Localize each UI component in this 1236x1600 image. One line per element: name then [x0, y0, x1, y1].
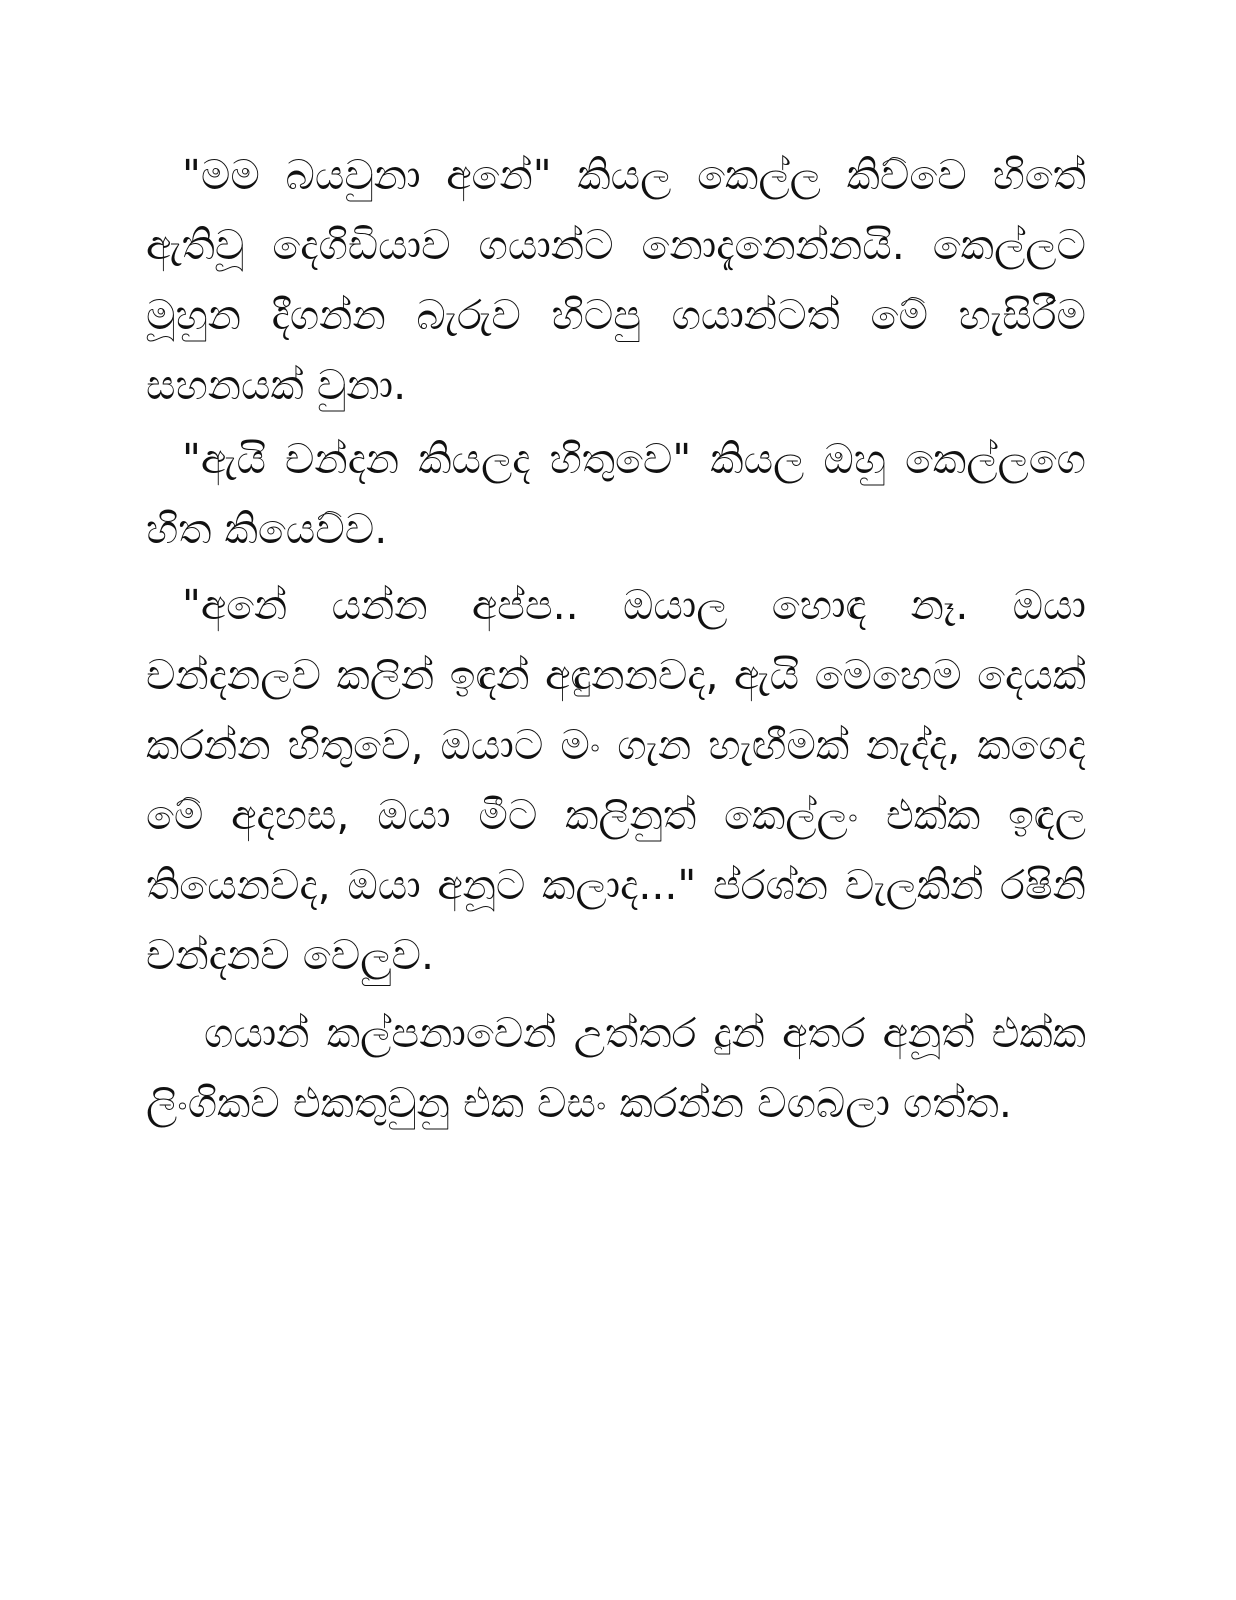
paragraph: "මම බයවුනා අනේ" කියල කෙල්ල කිව්වෙ හිතේ ඇතිවූ දෙගිඩියාව ගයාන්ට නොදැනෙන්නයි. කෙල්ලට මූහුන දීගන්න බැරුව හිටපු ගයාන්ටත් මේ හැසිරීම සහනයක් වුනා.	[146, 151, 1086, 409]
paragraph: "අනේ යන්න අප්ප.. ඔයාල හොඳ නෑ. ඔයා චන්දනලව කලින් ඉඳන් අඳුනනවද, ඇයි මෙහෙම දෙයක් කරන්න හිතුවෙ, ඔයාට මං ගැන හැඟීමක් නැද්ද, කගෙද මේ අදහස, ඔයා මීට කලිනුත් කෙල්ලං එක්ක ඉඳල තියෙනවද, ඔයා අනූට කලාද..." ප්රශ්න වැලකින් රෂිනි චන්දනව වෙලුව.	[146, 581, 1086, 979]
paragraph: "ඇයි චන්දන කියලද හිතුවෙ" කියල ඔහු කෙල්ලගෙ හිත කියෙව්ව.	[146, 435, 1086, 553]
paragraph: ගයාන් කල්පනාවෙන් උත්තර දුන් අතර අනූත් එක්ක ලිංගිකව එකතුවුනු එක වසං කරන්න වගබලා ගත්ත.	[146, 1009, 1086, 1127]
document-body	[146, 140, 1086, 1138]
